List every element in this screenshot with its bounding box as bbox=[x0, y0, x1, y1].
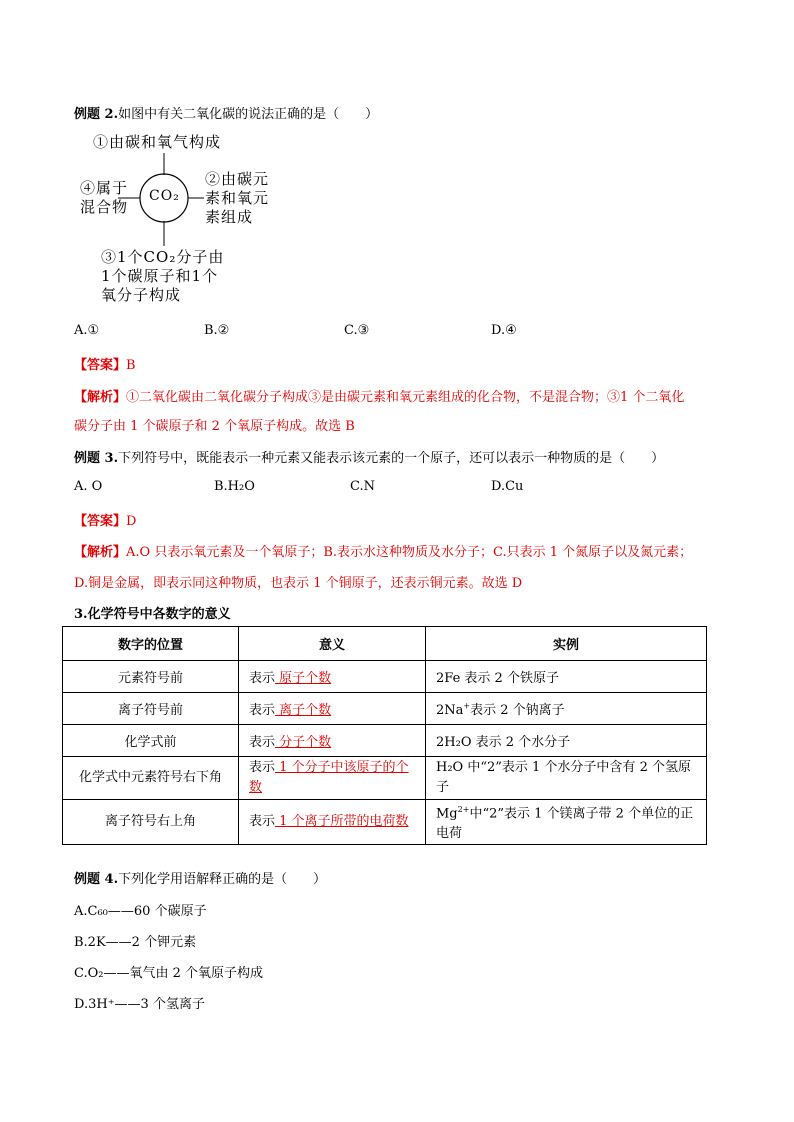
row-position: 元素符号前 bbox=[63, 661, 239, 693]
example-2-question bbox=[74, 103, 378, 122]
table-row bbox=[63, 757, 707, 800]
row-meaning: 表示 原子个数 bbox=[239, 661, 426, 693]
row-example: 2Fe 表示 2 个铁原子 bbox=[426, 661, 707, 693]
table-header-row bbox=[63, 627, 707, 661]
diagram-item-1: ①由碳和氧气构成 bbox=[93, 133, 222, 151]
digit-meaning-table bbox=[62, 626, 707, 845]
diagram-item-4: ④属于 混合物 bbox=[80, 179, 129, 216]
example-4-question: 例题 4.下列化学用语解释正确的是（ ） bbox=[74, 872, 327, 887]
header-example: 实例 bbox=[426, 627, 707, 661]
table-row bbox=[63, 693, 707, 725]
example-2-explanation-line2: 碳分子由 1 个碳原子和 2 个氧原子构成。故选 B bbox=[74, 419, 355, 434]
example-2-option-a: A.① bbox=[74, 323, 100, 338]
example-3-answer: 【答案】D bbox=[74, 514, 137, 529]
row-position: 化学式中元素符号右下角 bbox=[63, 757, 239, 800]
example-2-text: 如图中有关二氧化碳的说法正确的是（ ） bbox=[118, 107, 379, 122]
row-example: H₂O 中“2”表示 1 个水分子中含有 2 个氢原子 bbox=[426, 757, 707, 800]
example-2-option-d: D.④ bbox=[491, 323, 517, 338]
header-position: 数字的位置 bbox=[63, 627, 239, 661]
example-3-question: 例题 3.下列符号中，既能表示一种元素又能表示该元素的一个原子，还可以表示一种物质的是（ ） bbox=[74, 451, 665, 466]
row-position: 化学式前 bbox=[63, 725, 239, 757]
table-row bbox=[63, 800, 707, 845]
row-meaning: 表示 分子个数 bbox=[239, 725, 426, 757]
row-meaning: 表示 离子个数 bbox=[239, 693, 426, 725]
header-meaning: 意义 bbox=[239, 627, 426, 661]
row-position: 离子符号右上角 bbox=[63, 800, 239, 845]
example-4-label: 例题 4. bbox=[74, 872, 119, 887]
row-meaning: 表示 1 个分子中该原子的个数 bbox=[239, 757, 426, 800]
row-meaning: 表示 1 个离子所带的电荷数 bbox=[239, 800, 426, 845]
table-row bbox=[63, 661, 707, 693]
example-3-option-b: B.H₂O bbox=[214, 479, 255, 494]
example-4-option-b: B.2K——2 个钾元素 bbox=[74, 935, 197, 950]
row-example: 2H₂O 表示 2 个水分子 bbox=[426, 725, 707, 757]
example-2-answer: 【答案】B bbox=[74, 358, 136, 373]
section-3-heading: 3.化学符号中各数字的意义 bbox=[74, 607, 231, 622]
row-position: 离子符号前 bbox=[63, 693, 239, 725]
example-2-label: 例题 2. bbox=[74, 107, 119, 122]
diagram-center-co2: CO₂ bbox=[149, 188, 180, 204]
diagram-item-3: ③1个CO₂分子由 1个碳原子和1个 氧分子构成 bbox=[101, 248, 225, 304]
table-row bbox=[63, 725, 707, 757]
example-3-option-c: C.N bbox=[350, 479, 375, 494]
row-example: $Mg^{2+}$中“2”表示 1 个镁离子带 2 个单位的正电荷 bbox=[426, 800, 707, 845]
example-3-explanation-line1: 【解析】A.O 只表示氧元素及一个氧原子；B.表示水这种物质及水分子；C.只表示 1 个氮原子以及氮元素； bbox=[74, 545, 693, 560]
example-4-option-d: D.3H⁺——3 个氢离子 bbox=[74, 997, 205, 1012]
example-3-option-a: A. O bbox=[74, 479, 103, 494]
example-3-explanation-line2: D.铜是金属，即表示同这种物质，也表示 1 个铜原子，还表示铜元素。故选 D bbox=[74, 576, 523, 591]
example-3-label: 例题 3. bbox=[74, 451, 119, 466]
example-4-option-a: A.C₆₀——60 个碳原子 bbox=[74, 904, 207, 919]
example-3-option-d: D.Cu bbox=[491, 479, 524, 494]
example-4-option-c: C.O₂——氧气由 2 个氧原子构成 bbox=[74, 966, 264, 981]
diagram-item-2: ②由碳元 素和氧元 素组成 bbox=[205, 170, 270, 226]
example-2-option-b: B.② bbox=[204, 323, 230, 338]
example-2-explanation-line1: 【解析】①二氧化碳由二氧化碳分子构成③是由碳元素和氧元素组成的化合物，不是混合物；③1 个二氧化 bbox=[74, 390, 685, 405]
row-example: 2Na+表示 2 个钠离子 bbox=[426, 693, 707, 725]
example-2-option-c: C.③ bbox=[344, 323, 370, 338]
